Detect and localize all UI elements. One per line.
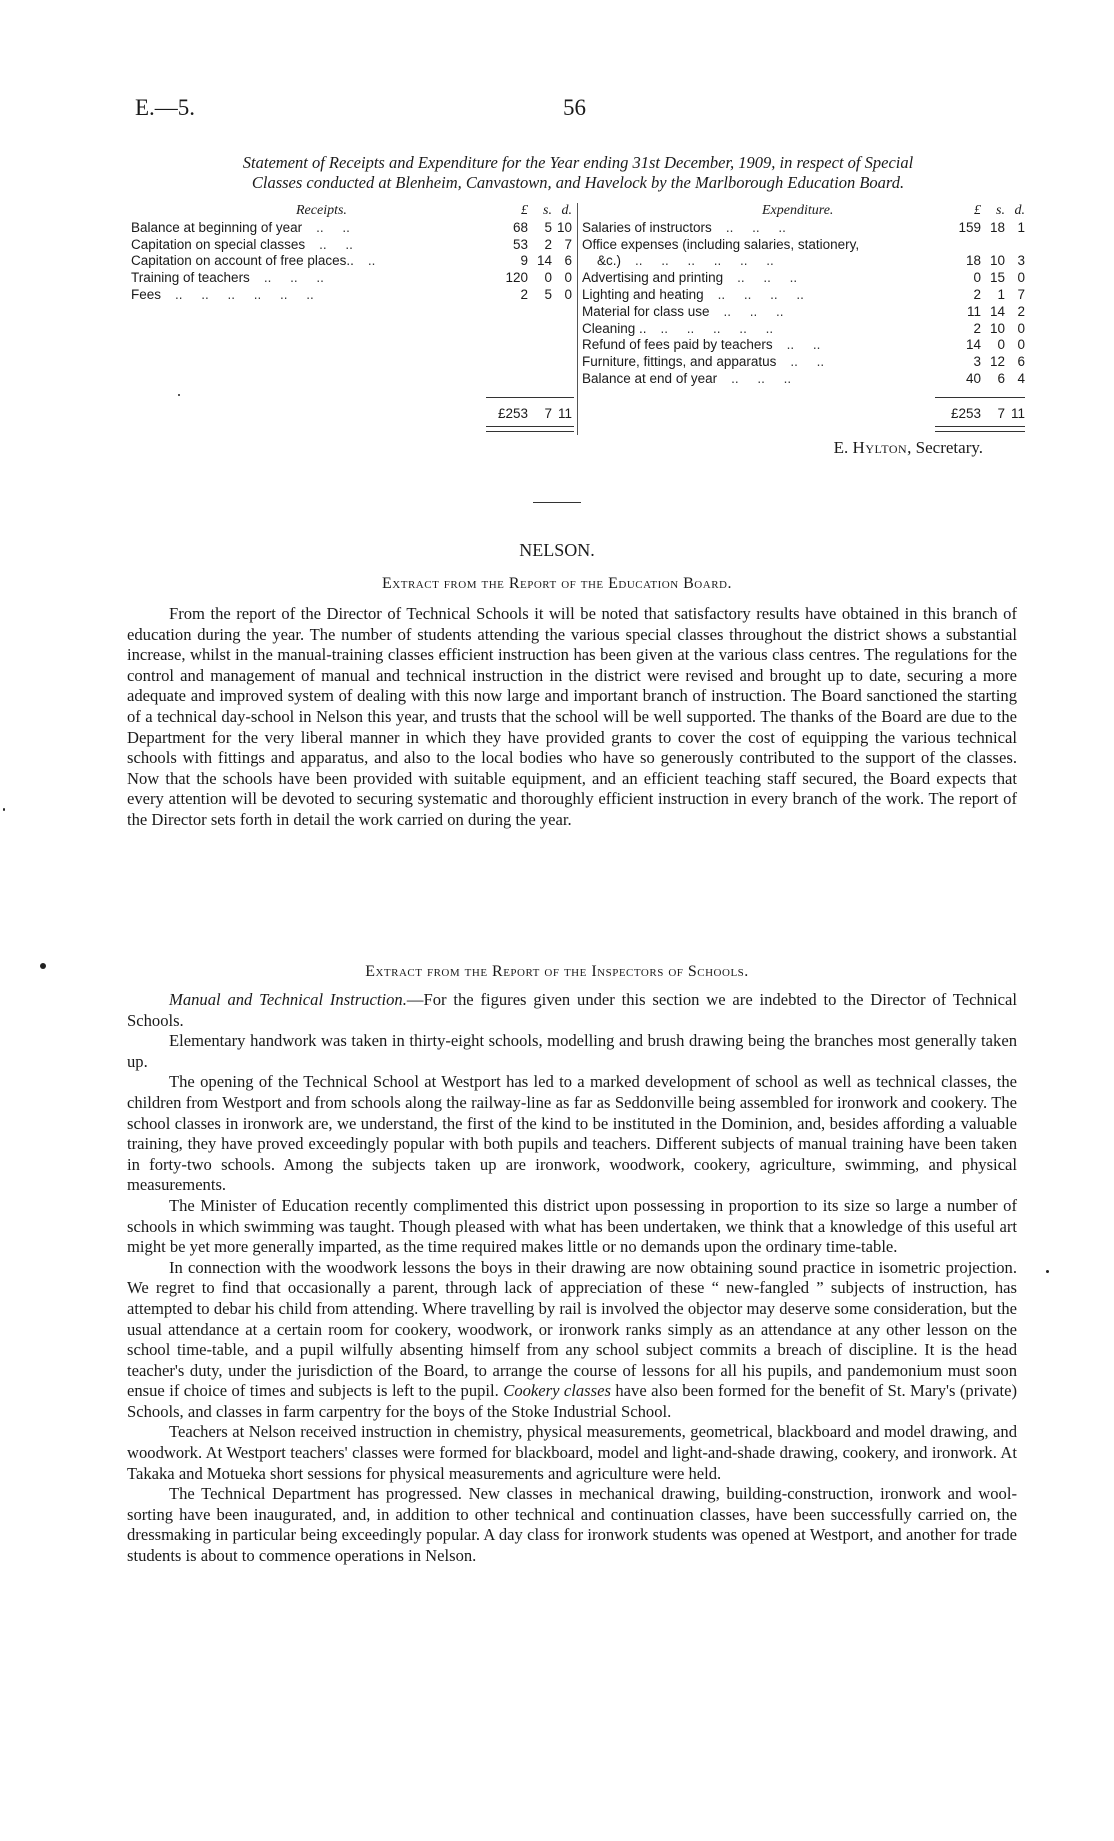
- secretary-signature: E. Hylton, Secretary.: [833, 438, 983, 457]
- receipts-row-pounds: 68: [512, 219, 528, 235]
- expenditure-row-shillings: 1: [997, 286, 1005, 302]
- inspectors-paragraph: The Technical Department has progressed. New classes in mechanical drawing, building-construction, ironwork and wool-sorting have been inaugurated, and, in addition to other technical and continuation classes, have been successfully carried on, the dressmaking in particular being exceedingly popular. A day class for ironwork students was opened at Westport, and another for trade students is about to commence operations in Nelson.: [127, 1484, 1017, 1566]
- expenditure-total-pence: 11: [1010, 406, 1025, 421]
- receipts-row-pence: 0: [564, 270, 572, 286]
- receipts-row-shillings: 5: [544, 286, 552, 302]
- inspectors-paragraph: Elementary handwork was taken in thirty-eight schools, modelling and brush drawing being the branches most generally taken up.: [127, 1031, 1017, 1071]
- board-paragraph: From the report of the Director of Technical Schools it will be noted that satisfactory results have obtained in this branch of education during the year. The number of students attending the various special classes throughout the district shows a substantial increase, whilst in the manual-training classes efficient instruction has been given at the various class centres. The regulations for the control and management of manual and technical instruction in the district were revised and brought up to date, securing a more adequate and improved system of dealing with this now large and important branch of instruction. The Board sanctioned the starting of a technical day-school in Nelson this year, and trusts that the school will be well supported. The thanks of the Board are due to the Department for the very liberal manner in which they have provided grants to cover the cost of equipping the various technical schools with fittings and apparatus, and also to the local bodies who have so generously contributed to the support of the classes. Now that the schools have been provided with suitable equipment, and an efficient teaching staff secured, the Board expects that every attention will be devoted to securing systematic and thoroughly efficient instruction in every branch of the work. The report of the Director sets forth in detail the work carried on during the year.: [127, 604, 1017, 829]
- expenditure-row-label: Cleaning .. .. .. .. .. ..: [582, 320, 774, 336]
- receipts-row-pounds: 120: [505, 270, 528, 286]
- receipts-row-label: Capitation on special classes .. ..: [131, 236, 353, 252]
- expenditure-row-pence: 2: [1017, 303, 1025, 319]
- expenditure-row-pounds: 14: [965, 337, 981, 353]
- receipts-row-pounds: 9: [520, 253, 528, 269]
- inspectors-paragraph: The opening of the Technical School at Westport has led to a marked development of school as well as technical classes, the children from Westport and from schools along the railway-line as far as Seddonville being assembled for ironwork and cookery. The school classes in ironwork are, we understand, the first of the kind to be instituted in the Dominion, and, besides affording a valuable training, they have proved exceedingly popular with both pupils and teachers. Different subjects of manual training have been taken in forty-two schools. Among the subjects taken up are ironwork, woodwork, cookery, agriculture, swimming, and physical measurements.: [127, 1072, 1017, 1195]
- expenditure-total: [582, 406, 1027, 423]
- receipts-total-pence: 11: [557, 406, 572, 421]
- expenditure-row: [582, 237, 1027, 254]
- expenditure-row-pounds: 159: [958, 219, 981, 235]
- page-number: 56: [563, 95, 586, 120]
- report-reference: E.—5.: [135, 95, 196, 120]
- inspectors-paragraph: The Minister of Education recently complimented this district upon possessing in proportion to its size so large a number of schools in which swimming was taught. Though pleased with what has been undertaken, we think that a knowledge of this useful art might be yet more generally imparted, as the time required makes little or no demands upon the ordinary time-table.: [127, 1195, 1017, 1257]
- receipts-row-label: Capitation on account of free places.. ..: [131, 253, 376, 269]
- expenditure-total-double-rule: [935, 426, 1025, 432]
- expenditure-row-label: Advertising and printing .. .. ..: [582, 270, 798, 286]
- expenditure-row-pence: 4: [1017, 370, 1025, 386]
- receipts-total: [131, 406, 574, 423]
- expenditure-row-pence: 3: [1017, 253, 1025, 269]
- receipts-row: [131, 287, 574, 304]
- receipts-total-pounds: £253: [497, 406, 528, 421]
- pence-header: d.: [561, 203, 572, 218]
- receipts-row-shillings: 0: [544, 270, 552, 286]
- receipts-row-shillings: 2: [544, 236, 552, 252]
- expenditure-row-shillings: 15: [989, 270, 1005, 286]
- expenditure-row-label: Office expenses (including salaries, stationery,: [582, 236, 860, 252]
- expenditure-row-pounds: 2: [973, 286, 981, 302]
- inspectors-extract-heading: Extract from the Report of the Inspectors of Schools.: [365, 963, 749, 980]
- expenditure-row-pence: 7: [1017, 286, 1025, 302]
- receipts-total-rule: [486, 397, 574, 398]
- pounds-header: £: [521, 203, 528, 218]
- inspectors-paragraph: In connection with the woodwork lessons the boys in their drawing are now obtaining sound practice in isometric projection. We regret to find that occasionally a parent, through lack of appreciation of these “ new-fangled ” subjects of instruction, has attempted to debar his child from attending. Where travelling by rail is involved the objector may deserve some consideration, but the usual attendance at a certain room for cookery, woodwork, or ironwork ranks simply as an attendance at any other lesson on the school time-table, and a pupil wilfully absenting himself from any school subject commits a breach of discipline. It is the head teacher's duty, under the jurisdiction of the Board, to arrange the course of lessons for all his pupils, and pandemonium must soon ensue if choice of times and subjects is left to the pupil. Cookery classes have also been formed for the benefit of St. Mary's (private) Schools, and classes in farm carpentry for the boys of the Stoke Industrial School.: [127, 1257, 1018, 1421]
- receipts-total-double-rule: [486, 426, 574, 432]
- expenditure-row-pence: 0: [1017, 337, 1025, 353]
- section-divider: [533, 502, 581, 503]
- expenditure-row: [582, 253, 1027, 270]
- expenditure-row: [582, 287, 1027, 304]
- expenditure-row-shillings: 18: [989, 219, 1005, 235]
- receipts-row-label: Balance at beginning of year .. ..: [131, 219, 350, 235]
- scan-speck: [1046, 1270, 1049, 1273]
- expenditure-row-shillings: 0: [997, 337, 1005, 353]
- expenditure-row-label: Lighting and heating .. .. .. ..: [582, 286, 804, 302]
- expenditure-total-pounds: £253: [950, 406, 981, 421]
- receipts-row-pence: 6: [564, 253, 572, 269]
- shillings-header: s.: [996, 203, 1005, 218]
- scan-speck: [40, 963, 46, 969]
- expenditure-row-pence: 6: [1017, 354, 1025, 370]
- receipts-row-label: Fees .. .. .. .. .. ..: [131, 286, 314, 302]
- receipts-total-shillings: 7: [544, 406, 552, 421]
- receipts-row-shillings: 5: [544, 219, 552, 235]
- expenditure-row-label: Material for class use .. .. ..: [582, 303, 784, 319]
- expenditure-row-shillings: 6: [997, 370, 1005, 386]
- inspectors-report-text: [127, 990, 1017, 1567]
- scan-speck: [178, 394, 180, 396]
- expenditure-row-label: &c.) .. .. .. .. .. ..: [582, 253, 774, 269]
- receipts-row-pence: 7: [564, 236, 572, 252]
- expenditure-row: [582, 270, 1027, 287]
- receipts-heading: Receipts.: [296, 203, 347, 218]
- receipts-header-row: [131, 203, 574, 220]
- expenditure-row: [582, 354, 1027, 371]
- inspectors-paragraph: Manual and Technical Instruction.—For the figures given under this section we are indebted to the Director of Technical Schools.: [127, 990, 1017, 1030]
- expenditure-row-label: Furniture, fittings, and apparatus .. ..: [582, 354, 825, 370]
- inspectors-paragraph: Teachers at Nelson received instruction in chemistry, physical measurements, geometrical, blackboard and model drawing, and woodwork. At Westport teachers' classes were formed for blackboard, model and light-and-shade drawing, cookery, and ironwork. At Takaka and Motueka short sessions for physical measurements and agriculture were held.: [127, 1422, 1017, 1483]
- expenditure-row-pounds: 18: [965, 253, 981, 269]
- expenditure-header-row: [582, 203, 1027, 220]
- expenditure-row-pounds: 0: [973, 270, 981, 286]
- expenditure-table: [582, 203, 1027, 388]
- expenditure-row-label: Salaries of instructors .. .. ..: [582, 219, 786, 235]
- nelson-heading: NELSON.: [519, 540, 595, 560]
- expenditure-row-pounds: 3: [973, 354, 981, 370]
- statement-title-line2: Classes conducted at Blenheim, Canvastown, and Havelock by the Marlborough Education Board.: [251, 173, 905, 192]
- scan-speck: [3, 808, 5, 811]
- expenditure-row-shillings: 14: [989, 303, 1005, 319]
- receipts-table: [131, 203, 574, 304]
- expenditure-row: [582, 321, 1027, 338]
- board-extract-heading: Extract from the Report of the Education Board.: [382, 575, 732, 592]
- expenditure-row: [582, 337, 1027, 354]
- expenditure-row: [582, 220, 1027, 237]
- receipts-row-label: Training of teachers .. .. ..: [131, 270, 324, 286]
- expenditure-row: [582, 304, 1027, 321]
- receipts-row: [131, 270, 574, 287]
- receipts-row-pence: 10: [556, 219, 572, 235]
- expenditure-row-pounds: 40: [965, 370, 981, 386]
- expenditure-row-pence: 0: [1017, 320, 1025, 336]
- receipts-row-pounds: 2: [520, 286, 528, 302]
- expenditure-heading: Expenditure.: [762, 203, 834, 218]
- expenditure-total-shillings: 7: [997, 406, 1005, 421]
- expenditure-row-shillings: 10: [989, 253, 1005, 269]
- pounds-header: £: [974, 203, 981, 218]
- expenditure-row-pounds: 11: [966, 303, 981, 319]
- receipts-row-pence: 0: [564, 286, 572, 302]
- board-report-text: [127, 604, 1017, 831]
- receipts-row: [131, 220, 574, 237]
- expenditure-row-pence: 1: [1017, 219, 1025, 235]
- receipts-row: [131, 253, 574, 270]
- statement-title-line1: Statement of Receipts and Expenditure for the Year ending 31st December, 1909, in respect of Special: [242, 153, 914, 172]
- expenditure-row-pence: 0: [1017, 270, 1025, 286]
- secretary-name: Hylton: [852, 438, 908, 457]
- shillings-header: s.: [543, 203, 552, 218]
- receipts-row-pounds: 53: [512, 236, 528, 252]
- receipts-row: [131, 237, 574, 254]
- expenditure-row-shillings: 12: [989, 354, 1005, 370]
- expenditure-row-label: Balance at end of year .. .. ..: [582, 370, 792, 386]
- pence-header: d.: [1014, 203, 1025, 218]
- expenditure-row-shillings: 10: [989, 320, 1005, 336]
- expenditure-row: [582, 371, 1027, 388]
- expenditure-row-pounds: 2: [973, 320, 981, 336]
- statement-title: [135, 153, 1021, 193]
- expenditure-row-label: Refund of fees paid by teachers .. ..: [582, 337, 821, 353]
- expenditure-total-rule: [935, 397, 1025, 398]
- receipts-row-shillings: 14: [536, 253, 552, 269]
- account-divider-line: [577, 203, 578, 435]
